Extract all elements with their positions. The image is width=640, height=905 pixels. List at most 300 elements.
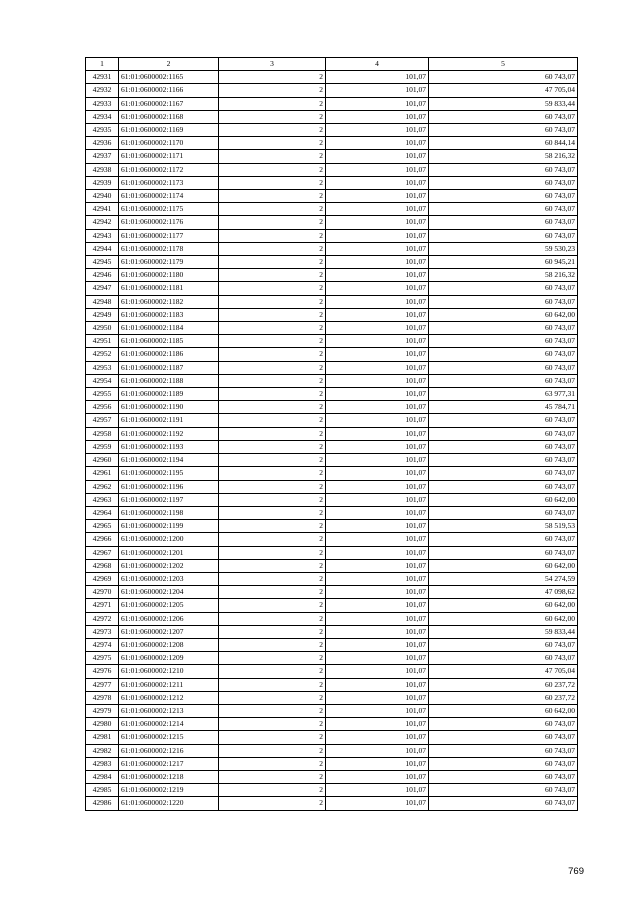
row-number-cell: 42976 <box>86 665 119 678</box>
column-3-cell: 2 <box>219 731 326 744</box>
column-4-cell: 101,07 <box>326 282 429 295</box>
column-4-cell: 101,07 <box>326 256 429 269</box>
column-5-cell: 47 705,04 <box>429 665 578 678</box>
column-4-cell: 101,07 <box>326 493 429 506</box>
column-4-cell: 101,07 <box>326 137 429 150</box>
row-number-cell: 42931 <box>86 71 119 84</box>
table-row <box>86 97 578 110</box>
table-row <box>86 520 578 533</box>
cadastral-number-cell: 61:01:0600002:1195 <box>119 467 219 480</box>
cadastral-number-cell: 61:01:0600002:1216 <box>119 744 219 757</box>
row-number-cell: 42966 <box>86 533 119 546</box>
column-5-cell: 60 743,07 <box>429 335 578 348</box>
cadastral-number-cell: 61:01:0600002:1169 <box>119 124 219 137</box>
cadastral-number-cell: 61:01:0600002:1184 <box>119 322 219 335</box>
column-3-cell: 2 <box>219 97 326 110</box>
column-4-cell: 101,07 <box>326 757 429 770</box>
table-row <box>86 216 578 229</box>
table-row <box>86 124 578 137</box>
column-3-cell: 2 <box>219 612 326 625</box>
column-4-cell: 101,07 <box>326 520 429 533</box>
table-row <box>86 625 578 638</box>
row-number-cell: 42961 <box>86 467 119 480</box>
column-5-cell: 60 743,07 <box>429 546 578 559</box>
column-4-cell: 101,07 <box>326 454 429 467</box>
column-3-cell: 2 <box>219 176 326 189</box>
row-number-cell: 42932 <box>86 84 119 97</box>
column-3-cell: 2 <box>219 678 326 691</box>
table-row <box>86 110 578 123</box>
column-5-cell: 54 274,59 <box>429 572 578 585</box>
column-5-cell: 60 743,07 <box>429 480 578 493</box>
column-3-cell: 2 <box>219 520 326 533</box>
column-5-cell: 60 743,07 <box>429 190 578 203</box>
cadastral-number-cell: 61:01:0600002:1217 <box>119 757 219 770</box>
row-number-cell: 42942 <box>86 216 119 229</box>
row-number-cell: 42972 <box>86 612 119 625</box>
cadastral-number-cell: 61:01:0600002:1191 <box>119 414 219 427</box>
column-3-cell: 2 <box>219 467 326 480</box>
column-3-cell: 2 <box>219 308 326 321</box>
column-5-cell: 60 743,07 <box>429 110 578 123</box>
column-4-cell: 101,07 <box>326 559 429 572</box>
table-row <box>86 229 578 242</box>
column-5-cell: 59 833,44 <box>429 625 578 638</box>
column-4-cell: 101,07 <box>326 704 429 717</box>
cadastral-number-cell: 61:01:0600002:1199 <box>119 520 219 533</box>
column-3-cell: 2 <box>219 770 326 783</box>
column-3-cell: 2 <box>219 361 326 374</box>
column-3-cell: 2 <box>219 282 326 295</box>
cadastral-number-cell: 61:01:0600002:1179 <box>119 256 219 269</box>
table-row <box>86 163 578 176</box>
table-row <box>86 361 578 374</box>
column-4-cell: 101,07 <box>326 691 429 704</box>
column-4-cell: 101,07 <box>326 638 429 651</box>
column-4-cell: 101,07 <box>326 731 429 744</box>
column-3-cell: 2 <box>219 242 326 255</box>
column-3-cell: 2 <box>219 797 326 810</box>
cadastral-number-cell: 61:01:0600002:1198 <box>119 506 219 519</box>
row-number-cell: 42943 <box>86 229 119 242</box>
column-4-cell: 101,07 <box>326 124 429 137</box>
column-3-cell: 2 <box>219 546 326 559</box>
row-number-cell: 42977 <box>86 678 119 691</box>
column-4-cell: 101,07 <box>326 361 429 374</box>
column-4-cell: 101,07 <box>326 269 429 282</box>
column-3-cell: 2 <box>219 216 326 229</box>
column-5-cell: 60 743,07 <box>429 414 578 427</box>
table-row <box>86 784 578 797</box>
row-number-cell: 42962 <box>86 480 119 493</box>
row-number-cell: 42936 <box>86 137 119 150</box>
column-4-cell: 101,07 <box>326 546 429 559</box>
column-4-cell: 101,07 <box>326 467 429 480</box>
column-4-cell: 101,07 <box>326 84 429 97</box>
cadastral-number-cell: 61:01:0600002:1176 <box>119 216 219 229</box>
table-row <box>86 467 578 480</box>
data-table <box>85 57 578 811</box>
column-4-cell: 101,07 <box>326 97 429 110</box>
cadastral-number-cell: 61:01:0600002:1173 <box>119 176 219 189</box>
table-row <box>86 374 578 387</box>
column-4-cell: 101,07 <box>326 784 429 797</box>
column-4-cell: 101,07 <box>326 665 429 678</box>
row-number-cell: 42970 <box>86 586 119 599</box>
cadastral-number-cell: 61:01:0600002:1205 <box>119 599 219 612</box>
row-number-cell: 42980 <box>86 718 119 731</box>
column-4-cell: 101,07 <box>326 744 429 757</box>
column-5-cell: 60 743,07 <box>429 757 578 770</box>
column-4-cell: 101,07 <box>326 401 429 414</box>
column-header-5: 5 <box>429 58 578 71</box>
column-5-cell: 59 833,44 <box>429 97 578 110</box>
column-3-cell: 2 <box>219 269 326 282</box>
column-3-cell: 2 <box>219 493 326 506</box>
column-5-cell: 58 216,32 <box>429 150 578 163</box>
table-row <box>86 678 578 691</box>
column-5-cell: 60 743,07 <box>429 163 578 176</box>
column-3-cell: 2 <box>219 203 326 216</box>
row-number-cell: 42973 <box>86 625 119 638</box>
column-5-cell: 60 642,00 <box>429 599 578 612</box>
column-5-cell: 60 844,14 <box>429 137 578 150</box>
column-5-cell: 60 743,07 <box>429 744 578 757</box>
column-4-cell: 101,07 <box>326 229 429 242</box>
cadastral-number-cell: 61:01:0600002:1170 <box>119 137 219 150</box>
table-row <box>86 282 578 295</box>
table-row <box>86 744 578 757</box>
table-row <box>86 388 578 401</box>
row-number-cell: 42986 <box>86 797 119 810</box>
column-4-cell: 101,07 <box>326 612 429 625</box>
column-3-cell: 2 <box>219 586 326 599</box>
column-5-cell: 58 519,53 <box>429 520 578 533</box>
table-row <box>86 506 578 519</box>
cadastral-number-cell: 61:01:0600002:1201 <box>119 546 219 559</box>
column-3-cell: 2 <box>219 599 326 612</box>
column-4-cell: 101,07 <box>326 374 429 387</box>
row-number-cell: 42984 <box>86 770 119 783</box>
column-3-cell: 2 <box>219 427 326 440</box>
cadastral-number-cell: 61:01:0600002:1175 <box>119 203 219 216</box>
table-row <box>86 665 578 678</box>
column-5-cell: 60 743,07 <box>429 506 578 519</box>
table-row <box>86 203 578 216</box>
table-row <box>86 427 578 440</box>
table-row <box>86 190 578 203</box>
row-number-cell: 42950 <box>86 322 119 335</box>
column-5-cell: 60 642,00 <box>429 493 578 506</box>
cadastral-number-cell: 61:01:0600002:1187 <box>119 361 219 374</box>
column-5-cell: 60 743,07 <box>429 282 578 295</box>
column-header-3: 3 <box>219 58 326 71</box>
row-number-cell: 42947 <box>86 282 119 295</box>
column-5-cell: 60 743,07 <box>429 229 578 242</box>
table-row <box>86 480 578 493</box>
column-4-cell: 101,07 <box>326 348 429 361</box>
row-number-cell: 42975 <box>86 652 119 665</box>
row-number-cell: 42951 <box>86 335 119 348</box>
table-row <box>86 572 578 585</box>
column-5-cell: 60 743,07 <box>429 348 578 361</box>
column-5-cell: 47 705,04 <box>429 84 578 97</box>
column-4-cell: 101,07 <box>326 203 429 216</box>
table-row <box>86 137 578 150</box>
column-3-cell: 2 <box>219 322 326 335</box>
row-number-cell: 42944 <box>86 242 119 255</box>
data-table-body <box>86 58 578 811</box>
table-row <box>86 71 578 84</box>
column-5-cell: 58 216,32 <box>429 269 578 282</box>
row-number-cell: 42939 <box>86 176 119 189</box>
column-4-cell: 101,07 <box>326 572 429 585</box>
column-5-cell: 60 237,72 <box>429 678 578 691</box>
column-3-cell: 2 <box>219 150 326 163</box>
row-number-cell: 42974 <box>86 638 119 651</box>
table-row <box>86 612 578 625</box>
cadastral-number-cell: 61:01:0600002:1203 <box>119 572 219 585</box>
row-number-cell: 42946 <box>86 269 119 282</box>
table-row <box>86 559 578 572</box>
table-row <box>86 652 578 665</box>
table-row <box>86 757 578 770</box>
column-5-cell: 60 743,07 <box>429 322 578 335</box>
cadastral-number-cell: 61:01:0600002:1190 <box>119 401 219 414</box>
row-number-cell: 42954 <box>86 374 119 387</box>
column-3-cell: 2 <box>219 71 326 84</box>
cadastral-number-cell: 61:01:0600002:1167 <box>119 97 219 110</box>
column-4-cell: 101,07 <box>326 586 429 599</box>
cadastral-number-cell: 61:01:0600002:1165 <box>119 71 219 84</box>
column-4-cell: 101,07 <box>326 678 429 691</box>
table-row <box>86 256 578 269</box>
column-4-cell: 101,07 <box>326 440 429 453</box>
table-row <box>86 150 578 163</box>
column-3-cell: 2 <box>219 335 326 348</box>
column-3-cell: 2 <box>219 533 326 546</box>
cadastral-number-cell: 61:01:0600002:1218 <box>119 770 219 783</box>
row-number-cell: 42952 <box>86 348 119 361</box>
column-4-cell: 101,07 <box>326 216 429 229</box>
row-number-cell: 42982 <box>86 744 119 757</box>
row-number-cell: 42941 <box>86 203 119 216</box>
column-4-cell: 101,07 <box>326 163 429 176</box>
column-4-cell: 101,07 <box>326 506 429 519</box>
column-4-cell: 101,07 <box>326 71 429 84</box>
column-5-cell: 60 642,00 <box>429 308 578 321</box>
cadastral-number-cell: 61:01:0600002:1202 <box>119 559 219 572</box>
cadastral-number-cell: 61:01:0600002:1209 <box>119 652 219 665</box>
cadastral-number-cell: 61:01:0600002:1208 <box>119 638 219 651</box>
cadastral-number-cell: 61:01:0600002:1177 <box>119 229 219 242</box>
cadastral-number-cell: 61:01:0600002:1186 <box>119 348 219 361</box>
row-number-cell: 42985 <box>86 784 119 797</box>
page-number: 769 <box>568 866 584 877</box>
cadastral-number-cell: 61:01:0600002:1193 <box>119 440 219 453</box>
column-4-cell: 101,07 <box>326 770 429 783</box>
column-4-cell: 101,07 <box>326 414 429 427</box>
row-number-cell: 42969 <box>86 572 119 585</box>
column-5-cell: 60 945,21 <box>429 256 578 269</box>
column-4-cell: 101,07 <box>326 797 429 810</box>
column-3-cell: 2 <box>219 638 326 651</box>
table-row <box>86 797 578 810</box>
column-4-cell: 101,07 <box>326 110 429 123</box>
column-5-cell: 60 743,07 <box>429 797 578 810</box>
table-row <box>86 493 578 506</box>
cadastral-number-cell: 61:01:0600002:1188 <box>119 374 219 387</box>
cadastral-number-cell: 61:01:0600002:1220 <box>119 797 219 810</box>
column-5-cell: 60 743,07 <box>429 718 578 731</box>
row-number-cell: 42964 <box>86 506 119 519</box>
column-3-cell: 2 <box>219 718 326 731</box>
column-3-cell: 2 <box>219 124 326 137</box>
row-number-cell: 42948 <box>86 295 119 308</box>
column-5-cell: 60 743,07 <box>429 533 578 546</box>
column-4-cell: 101,07 <box>326 308 429 321</box>
column-5-cell: 60 743,07 <box>429 71 578 84</box>
row-number-cell: 42981 <box>86 731 119 744</box>
column-3-cell: 2 <box>219 348 326 361</box>
column-3-cell: 2 <box>219 572 326 585</box>
row-number-cell: 42940 <box>86 190 119 203</box>
row-number-cell: 42971 <box>86 599 119 612</box>
column-4-cell: 101,07 <box>326 625 429 638</box>
column-3-cell: 2 <box>219 84 326 97</box>
cadastral-number-cell: 61:01:0600002:1181 <box>119 282 219 295</box>
column-4-cell: 101,07 <box>326 533 429 546</box>
row-number-cell: 42938 <box>86 163 119 176</box>
column-5-cell: 47 098,62 <box>429 586 578 599</box>
column-4-cell: 101,07 <box>326 427 429 440</box>
column-5-cell: 60 743,07 <box>429 176 578 189</box>
row-number-cell: 42953 <box>86 361 119 374</box>
column-5-cell: 60 743,07 <box>429 454 578 467</box>
column-3-cell: 2 <box>219 480 326 493</box>
table-row <box>86 546 578 559</box>
table-row <box>86 731 578 744</box>
table-row <box>86 308 578 321</box>
table-row <box>86 454 578 467</box>
cadastral-number-cell: 61:01:0600002:1206 <box>119 612 219 625</box>
column-3-cell: 2 <box>219 229 326 242</box>
column-3-cell: 2 <box>219 784 326 797</box>
cadastral-number-cell: 61:01:0600002:1207 <box>119 625 219 638</box>
table-row <box>86 704 578 717</box>
column-3-cell: 2 <box>219 440 326 453</box>
column-3-cell: 2 <box>219 665 326 678</box>
table-header-row <box>86 58 578 71</box>
cadastral-number-cell: 61:01:0600002:1194 <box>119 454 219 467</box>
column-3-cell: 2 <box>219 388 326 401</box>
cadastral-number-cell: 61:01:0600002:1168 <box>119 110 219 123</box>
row-number-cell: 42965 <box>86 520 119 533</box>
row-number-cell: 42937 <box>86 150 119 163</box>
table-row <box>86 242 578 255</box>
column-5-cell: 60 743,07 <box>429 467 578 480</box>
column-4-cell: 101,07 <box>326 176 429 189</box>
table-row <box>86 269 578 282</box>
column-5-cell: 60 642,00 <box>429 559 578 572</box>
cadastral-number-cell: 61:01:0600002:1215 <box>119 731 219 744</box>
column-3-cell: 2 <box>219 704 326 717</box>
column-5-cell: 45 784,71 <box>429 401 578 414</box>
cadastral-number-cell: 61:01:0600002:1192 <box>119 427 219 440</box>
table-row <box>86 718 578 731</box>
cadastral-number-cell: 61:01:0600002:1197 <box>119 493 219 506</box>
row-number-cell: 42955 <box>86 388 119 401</box>
column-5-cell: 60 743,07 <box>429 784 578 797</box>
table-row <box>86 84 578 97</box>
column-5-cell: 60 743,07 <box>429 770 578 783</box>
cadastral-number-cell: 61:01:0600002:1200 <box>119 533 219 546</box>
cadastral-number-cell: 61:01:0600002:1212 <box>119 691 219 704</box>
row-number-cell: 42983 <box>86 757 119 770</box>
column-3-cell: 2 <box>219 652 326 665</box>
column-header-4: 4 <box>326 58 429 71</box>
row-number-cell: 42956 <box>86 401 119 414</box>
cadastral-number-cell: 61:01:0600002:1171 <box>119 150 219 163</box>
column-3-cell: 2 <box>219 110 326 123</box>
column-5-cell: 60 743,07 <box>429 124 578 137</box>
row-number-cell: 42945 <box>86 256 119 269</box>
row-number-cell: 42963 <box>86 493 119 506</box>
row-number-cell: 42960 <box>86 454 119 467</box>
column-5-cell: 60 743,07 <box>429 361 578 374</box>
row-number-cell: 42958 <box>86 427 119 440</box>
cadastral-number-cell: 61:01:0600002:1210 <box>119 665 219 678</box>
row-number-cell: 42934 <box>86 110 119 123</box>
column-5-cell: 60 743,07 <box>429 652 578 665</box>
row-number-cell: 42978 <box>86 691 119 704</box>
cadastral-number-cell: 61:01:0600002:1166 <box>119 84 219 97</box>
column-3-cell: 2 <box>219 374 326 387</box>
column-4-cell: 101,07 <box>326 190 429 203</box>
cadastral-number-cell: 61:01:0600002:1211 <box>119 678 219 691</box>
column-3-cell: 2 <box>219 256 326 269</box>
cadastral-number-cell: 61:01:0600002:1219 <box>119 784 219 797</box>
row-number-cell: 42959 <box>86 440 119 453</box>
table-row <box>86 414 578 427</box>
cadastral-number-cell: 61:01:0600002:1189 <box>119 388 219 401</box>
column-4-cell: 101,07 <box>326 335 429 348</box>
cadastral-number-cell: 61:01:0600002:1196 <box>119 480 219 493</box>
table-row <box>86 586 578 599</box>
column-5-cell: 60 237,72 <box>429 691 578 704</box>
table-row <box>86 322 578 335</box>
column-3-cell: 2 <box>219 744 326 757</box>
column-4-cell: 101,07 <box>326 242 429 255</box>
column-4-cell: 101,07 <box>326 295 429 308</box>
table-row <box>86 176 578 189</box>
cadastral-number-cell: 61:01:0600002:1182 <box>119 295 219 308</box>
table-row <box>86 533 578 546</box>
column-4-cell: 101,07 <box>326 388 429 401</box>
column-4-cell: 101,07 <box>326 599 429 612</box>
column-5-cell: 60 743,07 <box>429 216 578 229</box>
column-3-cell: 2 <box>219 559 326 572</box>
cadastral-number-cell: 61:01:0600002:1183 <box>119 308 219 321</box>
column-3-cell: 2 <box>219 190 326 203</box>
cadastral-number-cell: 61:01:0600002:1174 <box>119 190 219 203</box>
column-3-cell: 2 <box>219 414 326 427</box>
row-number-cell: 42967 <box>86 546 119 559</box>
cadastral-number-cell: 61:01:0600002:1213 <box>119 704 219 717</box>
column-5-cell: 59 530,23 <box>429 242 578 255</box>
column-4-cell: 101,07 <box>326 480 429 493</box>
column-5-cell: 63 977,31 <box>429 388 578 401</box>
